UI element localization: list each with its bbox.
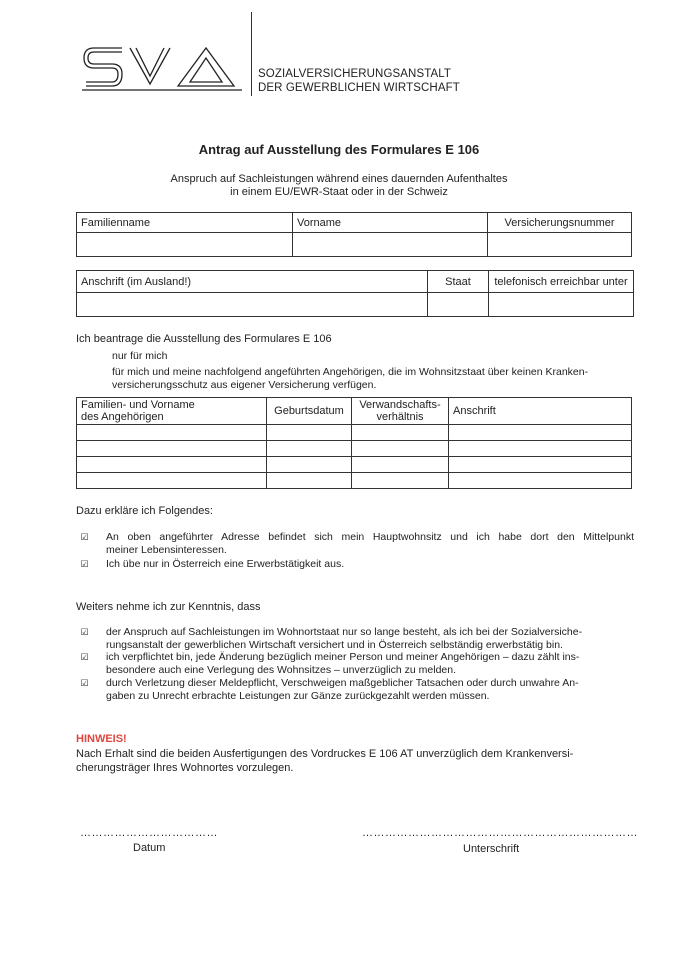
ack-item-2-line2: besondere auch eine Verlegung des Wohnsitzes – unverzüglich zu melden. [106,664,457,676]
header-geburtsdatum: Geburtsdatum [267,398,352,425]
ack-item-2-line1: ich verpflichtet bin, jede Änderung bezüglich meiner Person und meiner Angehörigen – dazu zählt ins- [106,651,580,663]
address-table [76,270,634,317]
dependents-table [76,397,632,489]
table-cell[interactable] [267,425,352,441]
table-cell[interactable] [449,457,632,473]
ack-item-1-line2: rungsanstalt der gewerblichen Wirtschaft versichert und in Österreich selbständig erwerbstätig bin. [106,639,563,651]
date-line[interactable]: ……………………………… [80,827,218,839]
table-cell[interactable] [352,425,449,441]
versicherungsnummer-field[interactable] [488,233,632,257]
staat-field[interactable] [428,293,489,317]
sva-logo-icon [82,44,252,92]
table-cell[interactable] [449,441,632,457]
table-cell[interactable] [352,457,449,473]
header-angehoeriger [77,398,267,425]
option-family-line1: für mich und meine nachfolgend angeführten Angehörigen, die im Wohnsitzstaat über keinen Kranken- [112,366,589,378]
table-cell[interactable] [77,457,267,473]
table-cell[interactable] [77,441,267,457]
header-verwandschaft-line2: verhältnis [376,411,424,423]
table-row [77,425,632,441]
checkbox-checked-icon[interactable]: ☑ [80,627,89,637]
ack-item-3-line1: durch Verletzung dieser Meldepflicht, Verschweigen maßgeblicher Tatsachen oder durch unwahre An- [106,677,579,689]
header-versicherungsnummer: Versicherungsnummer [488,213,632,233]
table-cell[interactable] [77,473,267,489]
table-cell[interactable] [449,473,632,489]
checkbox-checked-icon[interactable]: ☑ [80,559,89,569]
logo-divider [251,12,252,96]
table-cell[interactable] [352,473,449,489]
header-anschrift-angehoeriger: Anschrift [449,398,632,425]
table-row [77,441,632,457]
header-staat: Staat [428,271,489,293]
checkbox-checked-icon[interactable]: ☑ [80,532,89,542]
declare-item-1-line1: An oben angeführter Adresse befindet sich mein Hauptwohnsitz und ich habe dort den Mittelpunkt [106,531,634,543]
table-row [77,473,632,489]
logo [82,44,252,92]
request-intro: Ich beantrage die Ausstellung des Formulares E 106 [76,333,332,345]
subtitle-line2: in einem EU/EWR-Staat oder in der Schweiz [230,186,448,198]
header-familienname: Familienname [77,213,293,233]
header-telefon: telefonisch erreichbar unter [489,271,634,293]
option-family-line2: versicherungsschutz aus eigener Versicherung verfügen. [112,379,377,391]
personal-data-table [76,212,632,257]
table-cell[interactable] [267,473,352,489]
org-name-line1: SOZIALVERSICHERUNGSANSTALT [258,68,452,80]
header-verwandschaft-line1: Verwandschafts- [359,399,441,411]
table-cell[interactable] [77,425,267,441]
header-angehoeriger-line2: des Angehörigen [81,411,164,423]
note-line2: cherungsträger Ihres Wohnortes vorzulegen. [76,762,294,774]
anschrift-field[interactable] [77,293,428,317]
header-verwandschaft [352,398,449,425]
ack-item-1-line1: der Anspruch auf Sachleistungen im Wohnortstaat nur so lange besteht, als ich bei der Sozialversiche- [106,626,583,638]
declare-item-2-line1: Ich übe nur in Österreich eine Erwerbstätigkeit aus. [106,558,345,570]
header-angehoeriger-line1: Familien- und Vorname [81,399,195,411]
header-vorname: Vorname [293,213,488,233]
note-label: HINWEIS! [76,733,127,745]
subtitle-line1: Anspruch auf Sachleistungen während eines dauernden Aufenthaltes [170,173,508,185]
checkbox-checked-icon[interactable]: ☑ [80,652,89,662]
vorname-field[interactable] [293,233,488,257]
ack-intro: Weiters nehme ich zur Kenntnis, dass [76,601,261,613]
table-row [77,457,632,473]
date-label: Datum [133,842,166,854]
signature-line[interactable]: ……………………………………………………………… [362,827,638,839]
option-self: nur für mich [112,350,168,362]
header-anschrift: Anschrift (im Ausland!) [77,271,428,293]
note-line1: Nach Erhalt sind die beiden Ausfertigungen des Vordruckes E 106 AT unverzüglich dem Krankenversi- [76,748,574,760]
page-title: Antrag auf Ausstellung des Formulares E 106 [198,142,480,157]
table-cell[interactable] [267,457,352,473]
telefon-field[interactable] [489,293,634,317]
table-cell[interactable] [352,441,449,457]
table-cell[interactable] [449,425,632,441]
familienname-field[interactable] [77,233,293,257]
org-name-line2: DER GEWERBLICHEN WIRTSCHAFT [258,82,460,94]
ack-item-3-line2: gaben zu Unrecht erbrachte Leistungen zur Gänze zurückgezahlt werden müssen. [106,690,490,702]
table-cell[interactable] [267,441,352,457]
declare-item-1-line2: meiner Lebensinteressen. [106,544,227,556]
signature-label: Unterschrift [463,843,520,855]
checkbox-checked-icon[interactable]: ☑ [80,678,89,688]
declare-intro: Dazu erkläre ich Folgendes: [76,505,213,517]
